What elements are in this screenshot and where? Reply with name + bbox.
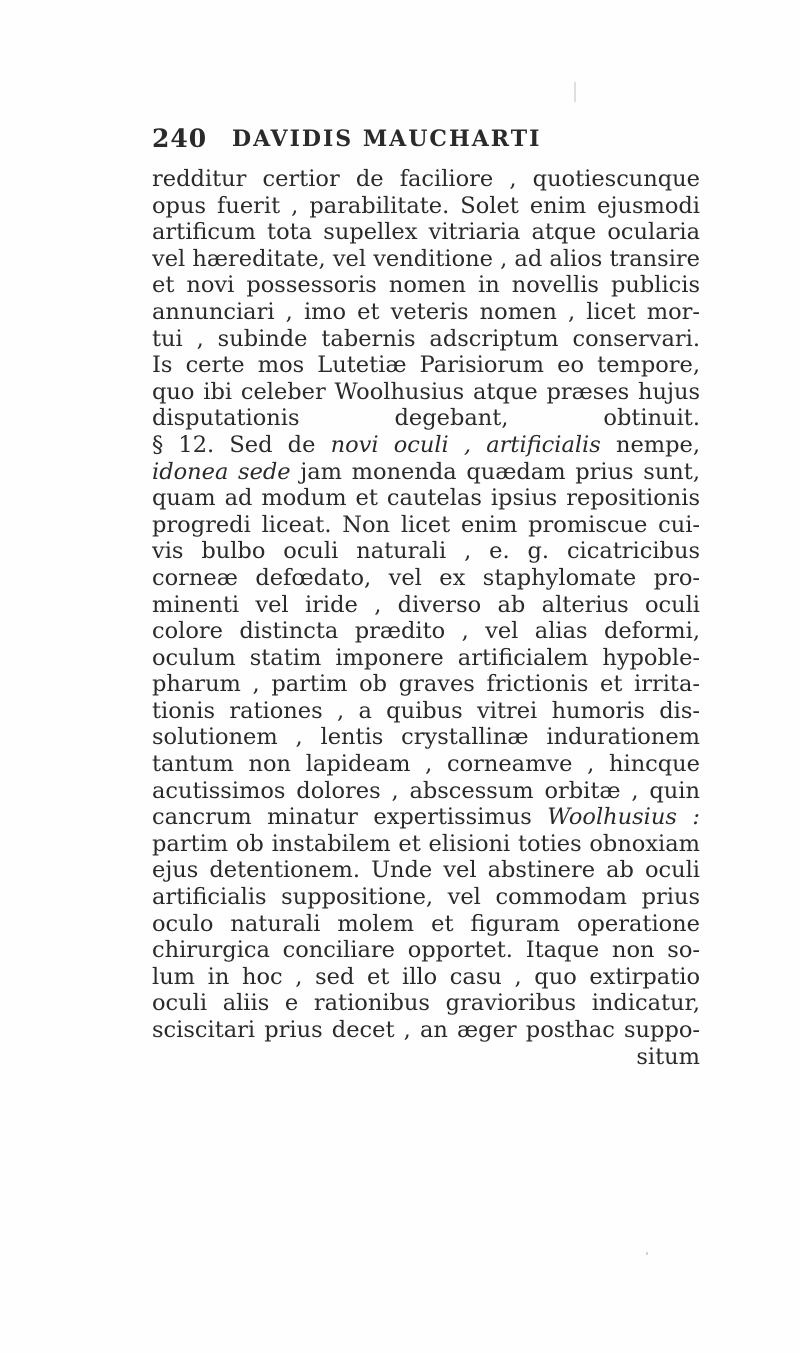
text-line: [152, 831, 700, 858]
text-segment: partim ob instabilem et elisioni toties obnoxiam: [152, 830, 700, 857]
text-segment: ejus detentionem. Unde vel abstinere ab oculi: [152, 857, 700, 884]
text-line: [152, 964, 700, 991]
scan-speck: [574, 82, 576, 102]
text-segment: vel hæreditate, vel venditione , ad alios transire: [152, 245, 700, 272]
text-segment: redditur certior de faciliore , quotiescunque: [152, 166, 700, 192]
text-line: [152, 379, 700, 406]
text-segment: corneæ defœdato, vel ex staphylomate pro-: [152, 564, 700, 591]
page-header: [152, 124, 700, 156]
text-segment: § 12. Sed de: [152, 431, 331, 458]
text-segment: oculi aliis e rationibus gravioribus indicatur,: [152, 990, 700, 1017]
text-line: [152, 459, 700, 486]
text-segment: disputationis degebant, obtinuit.: [152, 405, 700, 432]
italic-text: Woolhusius :: [547, 804, 700, 831]
text-segment: tionis rationes , a quibus vitrei humoris dis-: [152, 697, 700, 724]
text-segment: chirurgica conciliare opportet. Itaque non so-: [152, 937, 700, 964]
text-segment: oculum statim imponere artificialem hypoble-: [152, 644, 700, 671]
text-line: [152, 671, 700, 698]
text-line: [152, 352, 700, 379]
italic-text: idonea sede: [152, 458, 291, 485]
text-segment: situm: [636, 1043, 700, 1070]
text-line: [152, 272, 700, 299]
text-line: [152, 485, 700, 512]
text-segment: annunciari , imo et veteris nomen , licet mor-: [152, 298, 700, 325]
text-segment: opus fuerit , parabilitate. Solet enim ejusmodi: [152, 192, 700, 219]
text-line: [152, 804, 700, 831]
text-line: [152, 246, 700, 273]
text-line: [152, 592, 700, 619]
text-segment: artificialis suppositione, vel commodam prius: [152, 884, 700, 911]
text-line: [152, 1017, 700, 1044]
text-line: [152, 724, 700, 751]
text-line: [152, 778, 700, 805]
text-segment: quo ibi celeber Woolhusius atque præses hujus: [152, 378, 700, 405]
body-text: [152, 166, 700, 1070]
text-segment: oculo naturali molem et figuram operatione: [152, 910, 700, 937]
text-line: [152, 405, 700, 432]
text-segment: acutissimos dolores , abscessum orbitæ , quin: [152, 777, 700, 804]
text-segment: tui , subinde tabernis adscriptum conservari.: [152, 325, 700, 352]
text-segment: cancrum minatur expertissimus: [152, 804, 548, 831]
text-line: [152, 193, 700, 220]
text-line: [152, 219, 700, 246]
text-segment: progredi liceat. Non licet enim promiscue cui-: [152, 511, 700, 538]
text-segment: vis bulbo oculi naturali , e. g. cicatricibus: [152, 538, 700, 565]
text-segment: colore distincta prædito , vel alias deformi,: [152, 618, 700, 645]
text-segment: pharum , partim ob graves frictionis et irrita-: [152, 671, 700, 698]
text-line: [152, 884, 700, 911]
text-segment: quam ad modum et cautelas ipsius repositionis: [152, 485, 700, 512]
text-line: [152, 512, 700, 539]
text-line: [152, 698, 700, 725]
text-segment: lum in hoc , sed et illo casu , quo extirpatio: [152, 963, 700, 990]
text-segment: nempe,: [600, 431, 700, 458]
text-line: [152, 937, 700, 964]
text-segment: minenti vel iride , diverso ab alterius oculi: [152, 591, 700, 618]
text-line: [152, 911, 700, 938]
italic-text: novi oculi , artificialis: [330, 431, 601, 458]
text-line: [152, 432, 700, 459]
text-line: [152, 538, 700, 565]
page-number: 240: [152, 124, 208, 153]
text-segment: jam monenda quædam prius sunt,: [290, 458, 700, 485]
text-segment: sciscitari prius decet , an æger posthac suppo-: [152, 1017, 700, 1043]
text-line: [152, 326, 700, 353]
text-line: [152, 990, 700, 1017]
text-line: [152, 565, 700, 592]
text-line: [152, 1044, 700, 1071]
text-line: [152, 751, 700, 778]
text-line: [152, 857, 700, 884]
text-segment: Is certe mos Lutetiæ Parisiorum eo tempore,: [152, 352, 700, 379]
text-line: [152, 166, 700, 193]
text-segment: artificum tota supellex vitriaria atque ocularia: [152, 219, 700, 246]
running-head: DAVIDIS MAUCHARTI: [232, 126, 542, 152]
text-line: [152, 618, 700, 645]
text-line: [152, 645, 700, 672]
text-line: [152, 299, 700, 326]
text-segment: tantum non lapideam , corneamve , hincque: [152, 751, 700, 778]
text-segment: et novi possessoris nomen in novellis publicis: [152, 272, 700, 299]
text-segment: solutionem , lentis crystallinæ indurationem: [152, 724, 700, 751]
scan-speck: [646, 1252, 648, 1255]
